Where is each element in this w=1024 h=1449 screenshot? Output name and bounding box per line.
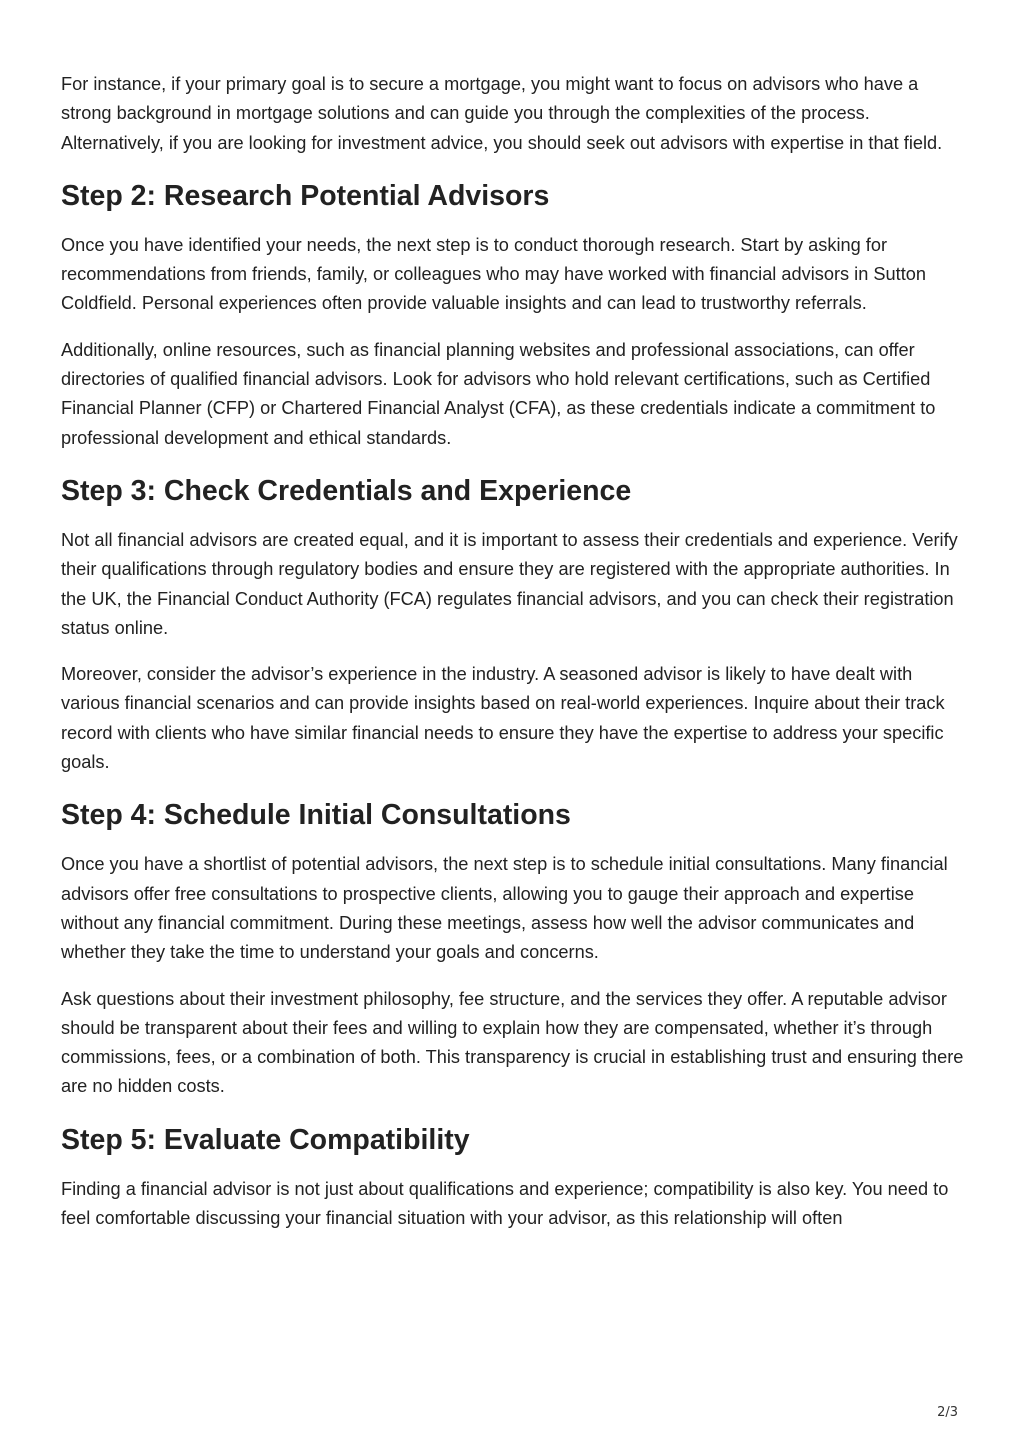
paragraph-fee-questions: Ask questions about their investment philosophy, fee structure, and the services they offer. A reputable advisor should be transparent about their fees and willing to explain how they are compensated, whether it’s through commissions, fees, or a combination of both. This transparency is crucial in establishing trust and ensuring there are no hidden costs. [61,988,964,1097]
paragraph-research-needs: Once you have identified your needs, the next step is to conduct thorough research. Start by asking for recommendations from friends, family, or colleagues who may have worked with financial advisors in Sutton Coldfield. Personal experiences often provide valuable insights and can lead to trustworthy referrals. [61,234,926,314]
heading-step-2: Step 2: Research Potential Advisors [61,179,550,212]
paragraph-mortgage-focus: For instance, if your primary goal is to secure a mortgage, you might want to focus on advisors who have a strong background in mortgage solutions and can guide you through the complexities of the process. Alternatively, if you are looking for investment advice, you should seek out advisors with expertise in that field. [61,74,943,153]
page-number: 2/3 [937,1405,958,1420]
paragraph-verify-credentials: Not all financial advisors are created equal, and it is important to assess their credentials and experience. Verify their qualifications through regulatory bodies and ensure they are registered with the appropriate authorities. In the UK, the Financial Conduct Authority (FCA) regulates financial advisors, and you can check their registration status online. [61,529,958,638]
heading-step-4: Step 4: Schedule Initial Consultations [61,799,571,832]
heading-step-3: Step 3: Check Credentials and Experience [61,474,632,507]
paragraph-initial-consultations: Once you have a shortlist of potential advisors, the next step is to schedule initial consultations. Many financial advisors offer free consultations to prospective clients, allowing you to gauge their approach and expertise without any financial commitment. During these meetings, assess how well the advisor communicates and whether they take the time to understand your goals and concerns. [61,854,948,963]
paragraph-compatibility: Finding a financial advisor is not just about qualifications and experience; compatibility is also key. You need to feel comfortable discussing your financial situation with your advisor, as this relationship will often [61,1178,949,1229]
paragraph-online-resources: Additionally, online resources, such as financial planning websites and professional associations, can offer directories of qualified financial advisors. Look for advisors who hold relevant certifications, such as Certified Financial Planner (CFP) or Chartered Financial Analyst (CFA), as these credentials indicate a commitment to professional development and ethical standards. [61,339,936,448]
document-page [61,70,966,1250]
heading-step-5: Step 5: Evaluate Compatibility [61,1123,470,1156]
paragraph-advisor-experience: Moreover, consider the advisor’s experience in the industry. A seasoned advisor is likely to have dealt with various financial scenarios and can provide insights based on real-world experiences. Inquire about their track record with clients who have similar financial needs to ensure they have the expertise to address your specific goals. [61,664,945,773]
